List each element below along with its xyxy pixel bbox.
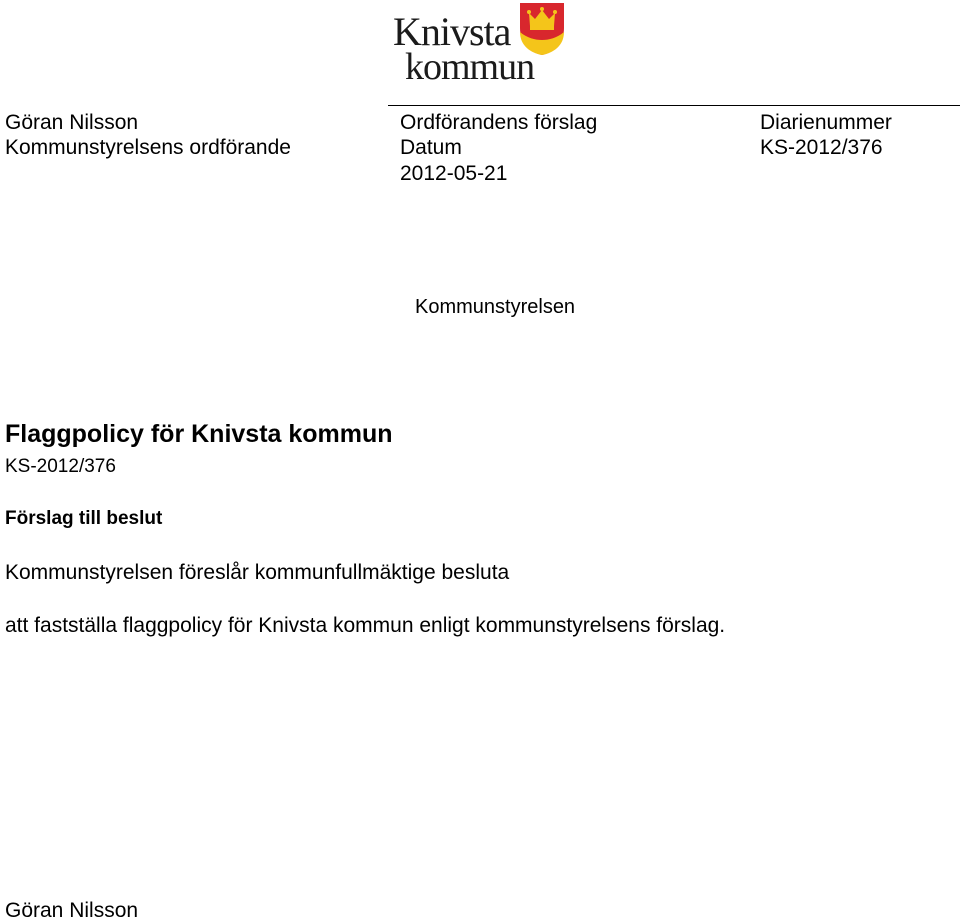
recipient: Kommunstyrelsen [415, 296, 576, 318]
logo-text-kommun: kommun [405, 46, 535, 88]
proposal-intro: Kommunstyrelsen föreslår kommunfullmäktige besluta [5, 561, 510, 584]
reference-value: KS-2012/376 [760, 136, 883, 159]
case-number: KS-2012/376 [5, 456, 116, 477]
proposal-text: att fastställa flaggpolicy för Knivsta kommun enligt kommunstyrelsens förslag. [5, 614, 726, 637]
document-type: Ordförandens förslag [400, 111, 598, 134]
crown-shield-icon [519, 2, 565, 56]
document-title: Flaggpolicy för Knivsta kommun [5, 420, 393, 448]
date-label: Datum [400, 136, 462, 159]
knivsta-kommun-logo [393, 0, 573, 88]
section-heading: Förslag till beslut [5, 508, 163, 529]
logo-text-knivsta: Knivsta [393, 9, 511, 54]
date-value: 2012-05-21 [400, 162, 508, 185]
author-name: Göran Nilsson [5, 111, 139, 134]
reference-label: Diarienummer [760, 111, 892, 134]
signature-name: Göran Nilsson [5, 899, 139, 922]
header-divider [388, 105, 960, 106]
author-role: Kommunstyrelsens ordförande [5, 136, 291, 159]
